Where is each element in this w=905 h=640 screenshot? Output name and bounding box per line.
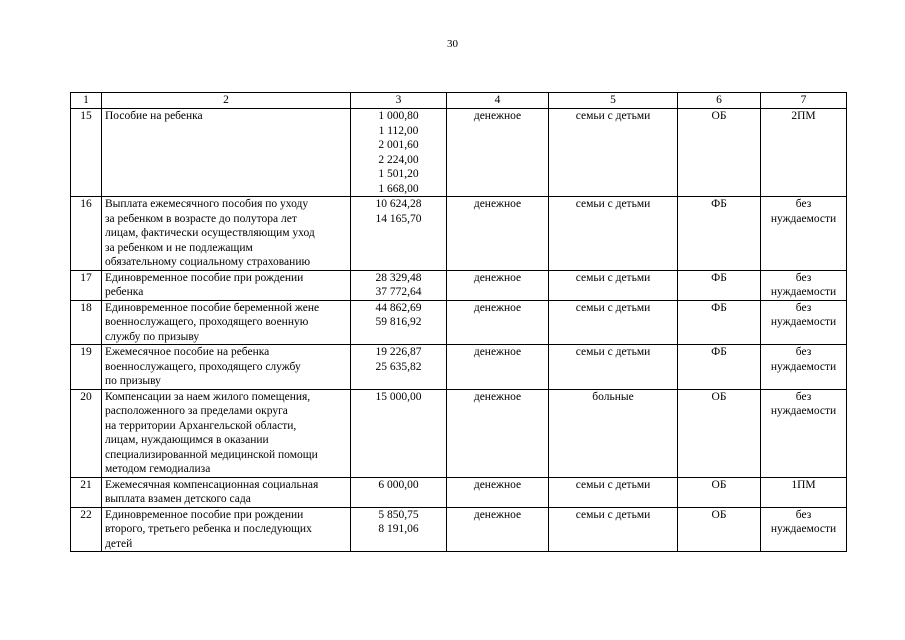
table-row xyxy=(71,109,847,197)
payment-form: денежное xyxy=(447,270,549,300)
benefit-amount xyxy=(351,109,447,197)
header-cell: 5 xyxy=(549,93,678,109)
need-criterion-line: нуждаемости xyxy=(770,405,837,417)
benefit-name-line: военнослужащего, проходящего военную xyxy=(105,316,309,328)
benefit-name-line: Ежемесячная компенсационная социальная xyxy=(105,478,319,491)
recipient-category: семьи с детьми xyxy=(549,270,678,300)
payment-form: денежное xyxy=(447,197,549,271)
benefit-name-line: Единовременное пособие при рождении xyxy=(105,271,304,284)
page-number: 30 xyxy=(447,38,458,50)
benefit-name xyxy=(102,197,351,271)
amount-value: 19 226,87 xyxy=(375,346,422,358)
benefit-name xyxy=(102,507,351,552)
table-row xyxy=(71,270,847,300)
amount-value: 1 112,00 xyxy=(378,124,419,137)
need-criterion-line: нуждаемости xyxy=(770,523,837,535)
need-criterion-line: без xyxy=(795,301,812,314)
benefit-name-line: службу по призыву xyxy=(105,330,200,343)
need-criterion xyxy=(761,345,847,390)
benefit-name-line: Выплата ежемесячного пособия по уходу xyxy=(105,198,309,210)
recipient-category: семьи с детьми xyxy=(549,507,678,552)
amount-value: 37 772,64 xyxy=(375,286,422,298)
header-cell: 4 xyxy=(447,93,549,109)
benefit-amount xyxy=(351,345,447,390)
funding-source: ФБ xyxy=(678,300,761,345)
recipient-category: семьи с детьми xyxy=(549,197,678,271)
row-number: 20 xyxy=(71,389,102,477)
benefit-amount xyxy=(351,270,447,300)
need-criterion-line: без xyxy=(795,346,812,358)
benefit-name-line: специализированной медицинской помощи xyxy=(105,448,318,461)
header-cell: 2 xyxy=(102,93,351,109)
row-number: 22 xyxy=(71,507,102,552)
amount-value: 25 635,82 xyxy=(375,360,422,373)
benefit-name xyxy=(102,345,351,390)
benefit-name xyxy=(102,109,351,197)
row-number: 18 xyxy=(71,300,102,345)
recipient-category: больные xyxy=(549,389,678,477)
funding-source: ФБ xyxy=(678,345,761,390)
recipient-category: семьи с детьми xyxy=(549,477,678,507)
need-criterion-line: нуждаемости xyxy=(770,316,837,328)
benefit-name-line: за ребенком и не подлежащим xyxy=(105,241,253,254)
amount-value: 59 816,92 xyxy=(375,316,422,328)
amount-value: 1 668,00 xyxy=(378,182,419,195)
table-row xyxy=(71,345,847,390)
amount-value: 28 329,48 xyxy=(375,271,422,284)
benefit-name-line: выплата взамен детского сада xyxy=(105,493,251,505)
recipient-category: семьи с детьми xyxy=(549,109,678,197)
benefit-amount xyxy=(351,477,447,507)
benefit-name-line: лицам, нуждающимся в оказании xyxy=(105,434,269,446)
need-criterion xyxy=(761,270,847,300)
need-criterion xyxy=(761,507,847,552)
payment-form: денежное xyxy=(447,300,549,345)
amount-value: 44 862,69 xyxy=(375,301,422,314)
benefit-name-line: Пособие на ребенка xyxy=(105,110,203,122)
need-criterion-line: без xyxy=(795,390,812,403)
need-criterion xyxy=(761,389,847,477)
benefit-name-line: второго, третьего ребенка и последующих xyxy=(105,523,312,535)
table-row xyxy=(71,507,847,552)
benefit-name xyxy=(102,477,351,507)
benefit-name-line: ребенка xyxy=(105,286,144,298)
benefit-amount xyxy=(351,300,447,345)
recipient-category: семьи с детьми xyxy=(549,300,678,345)
need-criterion-line: без xyxy=(795,508,812,521)
need-criterion xyxy=(761,300,847,345)
benefit-name-line: военнослужащего, проходящего службу xyxy=(105,360,301,373)
table-row xyxy=(71,197,847,271)
benefit-amount xyxy=(351,389,447,477)
amount-value: 8 191,06 xyxy=(378,523,419,535)
benefit-name-line: по призыву xyxy=(105,375,161,387)
benefit-name-line: лицам, фактически осуществляющим уход xyxy=(105,227,315,239)
benefit-name-line: Единовременное пособие при рождении xyxy=(105,508,304,521)
table-row xyxy=(71,477,847,507)
benefit-name-line: расположенного за пределами округа xyxy=(105,405,288,417)
benefit-name xyxy=(102,270,351,300)
benefit-amount xyxy=(351,197,447,271)
benefits-table xyxy=(70,92,847,552)
funding-source: ОБ xyxy=(678,389,761,477)
amount-value: 14 165,70 xyxy=(375,212,422,225)
need-criterion-line: 2ПМ xyxy=(791,110,816,122)
amount-value: 15 000,00 xyxy=(375,390,422,403)
benefit-name xyxy=(102,389,351,477)
amount-value: 1 501,20 xyxy=(378,168,419,180)
amount-value: 2 001,60 xyxy=(378,139,419,151)
recipient-category: семьи с детьми xyxy=(549,345,678,390)
payment-form: денежное xyxy=(447,109,549,197)
table-row xyxy=(71,300,847,345)
amount-value: 10 624,28 xyxy=(375,198,422,210)
row-number: 19 xyxy=(71,345,102,390)
benefit-name-line: за ребенком в возрасте до полутора лет xyxy=(105,212,297,225)
funding-source: ОБ xyxy=(678,477,761,507)
table-header-row xyxy=(71,93,847,109)
row-number: 17 xyxy=(71,270,102,300)
need-criterion-line: нуждаемости xyxy=(770,212,837,225)
header-cell: 3 xyxy=(351,93,447,109)
amount-value: 1 000,80 xyxy=(378,110,419,122)
benefit-amount xyxy=(351,507,447,552)
need-criterion-line: без xyxy=(795,198,812,210)
benefit-name-line: детей xyxy=(105,537,133,550)
row-number: 15 xyxy=(71,109,102,197)
funding-source: ОБ xyxy=(678,109,761,197)
benefit-name-line: Единовременное пособие беременной жене xyxy=(105,301,320,314)
benefit-name-line: Компенсации за наем жилого помещения, xyxy=(105,390,311,403)
funding-source: ФБ xyxy=(678,270,761,300)
header-cell: 1 xyxy=(71,93,102,109)
need-criterion-line: 1ПМ xyxy=(791,478,816,491)
need-criterion xyxy=(761,197,847,271)
row-number: 16 xyxy=(71,197,102,271)
payment-form: денежное xyxy=(447,507,549,552)
need-criterion-line: нуждаемости xyxy=(770,360,837,373)
header-cell: 6 xyxy=(678,93,761,109)
payment-form: денежное xyxy=(447,345,549,390)
table-row xyxy=(71,389,847,477)
benefit-name-line: на территории Архангельской области, xyxy=(105,419,297,432)
need-criterion xyxy=(761,109,847,197)
header-cell: 7 xyxy=(761,93,847,109)
amount-value: 2 224,00 xyxy=(378,153,419,166)
amount-value: 5 850,75 xyxy=(378,508,419,521)
benefit-name-line: обязательному социальному страхованию xyxy=(105,256,311,268)
amount-value: 6 000,00 xyxy=(378,478,419,491)
benefit-name-line: методом гемодиализа xyxy=(105,463,211,475)
benefit-name-line: Ежемесячное пособие на ребенка xyxy=(105,346,270,358)
payment-form: денежное xyxy=(447,477,549,507)
payment-form: денежное xyxy=(447,389,549,477)
funding-source: ФБ xyxy=(678,197,761,271)
row-number: 21 xyxy=(71,477,102,507)
need-criterion xyxy=(761,477,847,507)
need-criterion-line: без xyxy=(795,271,812,284)
need-criterion-line: нуждаемости xyxy=(770,286,837,298)
benefit-name xyxy=(102,300,351,345)
funding-source: ОБ xyxy=(678,507,761,552)
